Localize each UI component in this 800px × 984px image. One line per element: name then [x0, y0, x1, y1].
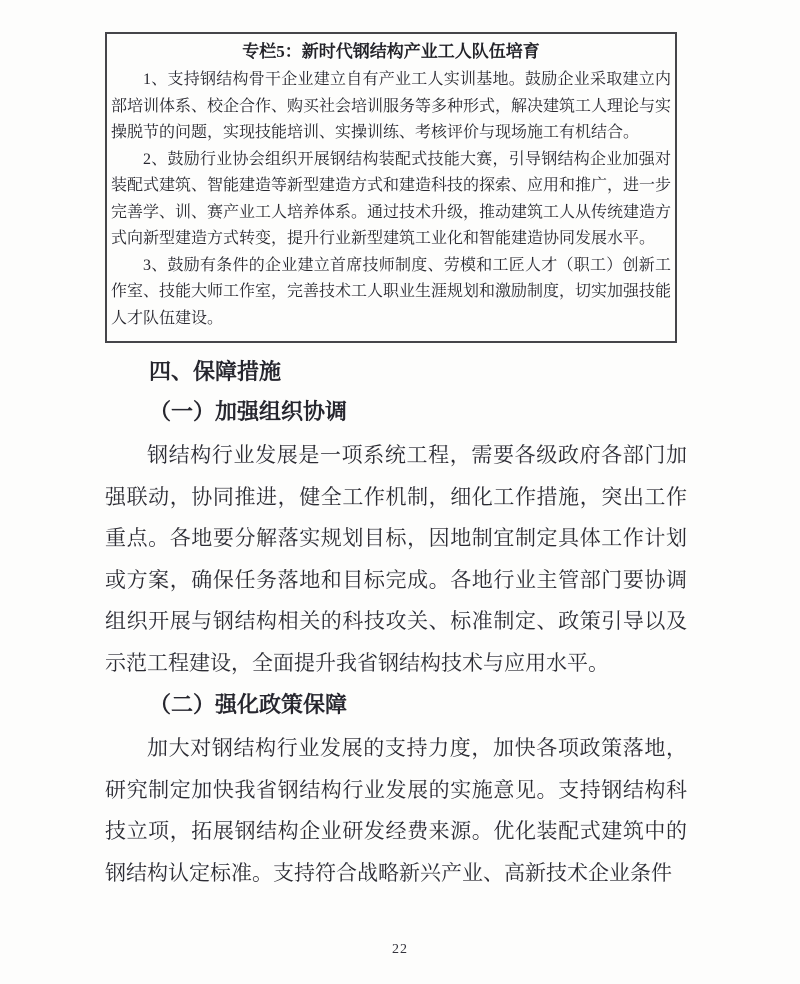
- subsection-body-1: 钢结构行业发展是一项系统工程，需要各级政府各部门加强联动，协同推进，健全工作机制，细化工作措施，突出工作重点。各地要分解落实规划目标，因地制宜制定具体工作计划或方案，确保任务落地和目标完成。各地行业主管部门要协调组织开展与钢结构相关的科技攻关、标准制定、政策引导以及示范工程建设，全面提升我省钢结构技术与应用水平。: [105, 443, 687, 675]
- policy-box-paragraph-3: 3、鼓励有条件的企业建立首席技师制度、劳模和工匠人才（职工）创新工作室、技能大师工作室，完善技术工人职业生涯规划和激励制度，切实加强技能人才队伍建设。: [111, 256, 672, 327]
- policy-box-paragraph-1: 1、支持钢结构骨干企业建立自有产业工人实训基地。鼓励企业采取建立内部培训体系、校企合作、购买社会培训服务等多种形式，解决建筑工人理论与实操脱节的问题，实现技能培训、实操训练、考核评价与现场施工有机结合。: [111, 71, 672, 141]
- page-number: 22: [392, 942, 408, 957]
- policy-box-paragraph-2: 2、鼓励行业协会组织开展钢结构装配式技能大赛，引导钢结构企业加强对装配式建筑、智能建造等新型建造方式和建造科技的探索、应用和推广，进一步完善学、训、赛产业工人培养体系。通过技术升级，推动建筑工人从传统建造方式向新型建造方式转变，提升行业新型建筑工业化和智能建造协同发展水平。: [111, 150, 672, 247]
- page-content: [105, 32, 687, 900]
- subsection-heading-1: （一）加强组织协调: [149, 399, 348, 424]
- subsection-body-2: 加大对钢结构行业发展的支持力度，加快各项政策落地，研究制定加快我省钢结构行业发展的实施意见。支持钢结构科技立项，拓展钢结构企业研发经费来源。优化装配式建筑中的钢结构认定标准。支持符合战略新兴产业、高新技术企业条件: [105, 736, 687, 885]
- policy-box-5: [105, 32, 677, 343]
- subsection-heading-2: （二）强化政策保障: [149, 692, 348, 717]
- section-heading-4: 四、保障措施: [149, 359, 282, 384]
- policy-box-title: 专栏5：新时代钢结构产业工人队伍培育: [242, 42, 540, 61]
